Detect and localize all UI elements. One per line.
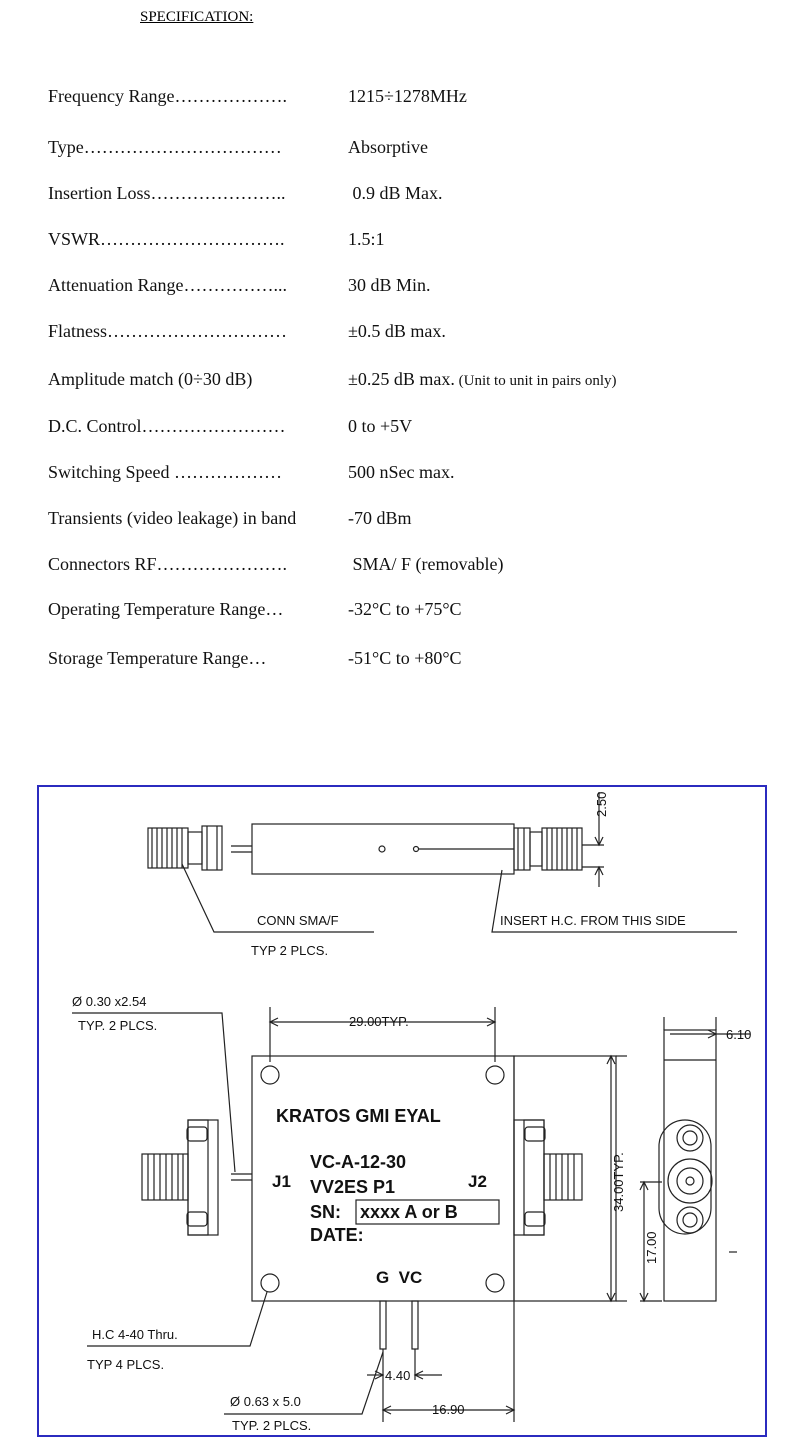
spec-row	[48, 275, 788, 299]
spec-value	[348, 462, 454, 483]
spec-label: Switching Speed ………………	[48, 462, 282, 482]
hc-label: H.C 4-40 Thru.	[92, 1327, 178, 1342]
spec-label: Flatness…………………………	[48, 321, 288, 341]
spec-value	[348, 508, 412, 529]
date-label: DATE:	[310, 1225, 364, 1245]
spec-value	[348, 137, 428, 158]
front-view-leads	[380, 1301, 418, 1349]
mechanical-drawing-frame	[37, 785, 767, 1437]
spec-value	[348, 229, 385, 250]
spec-value	[348, 369, 617, 390]
sn-value: xxxx A or B	[360, 1202, 458, 1222]
lead-dia: Ø 0.63 x 5.0	[230, 1394, 301, 1409]
spec-value	[348, 648, 462, 669]
top-view-body	[252, 824, 514, 874]
spec-value-text: 0 to +5V	[348, 416, 413, 436]
spec-label: Attenuation Range……………...	[48, 275, 287, 295]
lead-qty: TYP. 2 PLCS.	[232, 1418, 312, 1433]
spec-value-text: ±0.5 dB max.	[348, 321, 446, 341]
port-j2: J2	[468, 1172, 487, 1191]
spec-row	[48, 462, 788, 486]
spec-label: D.C. Control……………………	[48, 416, 286, 436]
spec-value-text: 500 nSec max.	[348, 462, 455, 482]
side-view	[659, 1017, 750, 1301]
front-view-connector-left	[142, 1120, 252, 1235]
spec-value-text: Absorptive	[348, 137, 428, 157]
lead-spacing: 4.40	[385, 1368, 411, 1383]
hc-qty: TYP 4 PLCS.	[87, 1357, 165, 1372]
spec-label: Amplitude match (0÷30 dB)	[48, 369, 253, 389]
spec-row	[48, 508, 788, 532]
top-view-connector-right	[514, 828, 582, 870]
port-j1: J1	[272, 1172, 291, 1191]
spec-label: Insertion Loss…………………..	[48, 183, 286, 203]
spec-row	[48, 416, 788, 440]
spec-value-text: -70 dBm	[348, 508, 412, 528]
spec-value-text: 1.5:1	[348, 229, 385, 249]
spec-label: Type……………………………	[48, 137, 282, 157]
spec-value	[348, 86, 467, 107]
conn-qty: TYP 2 PLCS.	[251, 943, 329, 958]
insert-label: INSERT H.C. FROM THIS SIDE	[500, 913, 686, 928]
depth: 6.10	[726, 1027, 752, 1042]
half-height: 17.00	[644, 1231, 659, 1264]
spec-label: Operating Temperature Range…	[48, 599, 284, 619]
spec-row	[48, 183, 788, 207]
spec-row	[48, 86, 788, 110]
spec-value	[348, 321, 446, 342]
spec-value	[348, 416, 412, 437]
spec-value	[348, 275, 431, 296]
brand-label: KRATOS GMI EYAL	[276, 1106, 441, 1126]
spec-row	[48, 229, 788, 253]
spec-value-text: ±0.25 dB max.	[348, 369, 455, 389]
body-height: 34.00TYP.	[611, 1152, 626, 1212]
pin-dia: Ø 0.30 x2.54	[72, 994, 147, 1009]
conn-label: CONN SMA/F	[257, 913, 339, 928]
spec-label: Connectors RF………………….	[48, 554, 288, 574]
model-label: VC-A-12-30	[310, 1152, 407, 1172]
spec-value-text: 30 dB Min.	[348, 275, 431, 295]
spec-row	[48, 137, 788, 161]
spec-value	[348, 599, 462, 620]
spec-note: (Unit to unit in pairs only)	[454, 373, 617, 389]
spec-row	[48, 321, 788, 345]
spec-value-text: -32°C to +75°C	[348, 599, 462, 619]
spec-row	[48, 369, 788, 393]
spec-heading: SPECIFICATION:	[140, 9, 254, 25]
spec-label: VSWR………………………….	[48, 229, 285, 249]
front-view-connector-right	[514, 1120, 582, 1235]
spec-value-text: 0.9 dB Max.	[348, 183, 443, 203]
spec-label: Storage Temperature Range…	[48, 648, 267, 668]
hole-spacing: 29.00TYP.	[349, 1014, 409, 1029]
spec-row	[48, 599, 788, 623]
pin-qty: TYP. 2 PLCS.	[78, 1018, 158, 1033]
spec-value-text: 1215÷1278MHz	[348, 86, 467, 106]
spec-value-text: SMA/ F (removable)	[348, 554, 504, 574]
spec-value-text: -51°C to +80°C	[348, 648, 462, 668]
spec-value	[348, 554, 503, 575]
mechanical-drawing	[39, 787, 765, 1435]
revision-label: VV2ES P1	[310, 1177, 396, 1197]
sn-label: SN:	[310, 1202, 341, 1222]
top-view-connector-left	[148, 826, 252, 870]
pin-labels: G VC	[376, 1268, 423, 1287]
spec-value	[348, 183, 443, 204]
dim-height: 2.50	[594, 791, 609, 817]
spec-label: Frequency Range……………….	[48, 86, 287, 106]
spec-row	[48, 554, 788, 578]
lead-offset: 16.90	[432, 1402, 465, 1417]
spec-label: Transients (video leakage) in band	[48, 508, 297, 528]
spec-row	[48, 648, 788, 672]
